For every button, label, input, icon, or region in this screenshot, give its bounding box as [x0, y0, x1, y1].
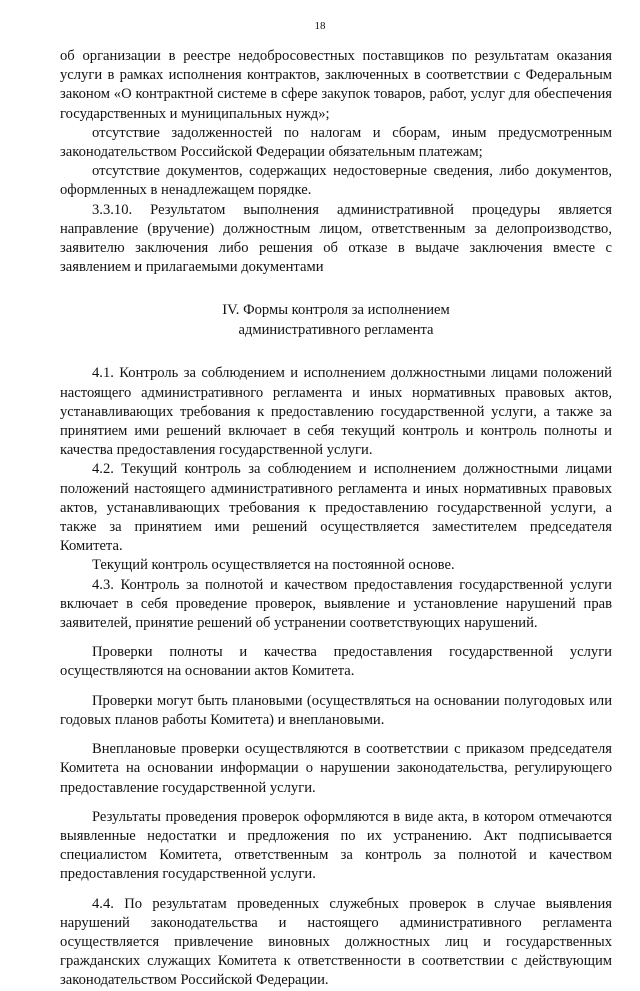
paragraph-check-results: Результаты проведения проверок оформляются в виде акта, в котором отмечаются выявленные недостатки и предложения по их устранению. Акт подписывается специалистом Комитета, ответственным за контроль за полнотой и качеством предоставления государственной услуги.	[60, 808, 612, 883]
section-heading-line1: IV. Формы контроля за исполнением	[222, 302, 450, 319]
paragraph-no-false-documents: отсутствие документов, содержащих недостоверные сведения, либо документов, оформленных в ненадлежащем порядке.	[60, 163, 612, 199]
section-heading	[60, 300, 612, 340]
paragraph-4-3: 4.3. Контроль за полнотой и качеством предоставления государственной услуги включает в себя проведение проверок, выявление и установление нарушений прав заявителей, принятие решений об устранении соответствующих нарушений.	[60, 576, 612, 632]
section-heading-line2: административного регламента	[238, 322, 434, 339]
paragraph-4-1: 4.1. Контроль за соблюдением и исполнением должностными лицами положений настоящего административного регламента и иных нормативных правовых актов, устанавливающих требования к предоставлению государственной услуги, а также за принятием ими решений включает в себя текущий контроль и контроль полноты и качества предоставления государственной услуги.	[60, 365, 612, 459]
paragraph-4-2: 4.2. Текущий контроль за соблюдением и исполнением должностными лицами положений настоящего административного регламента и иных нормативных правовых актов, устанавливающих требования к предоставлению государственной услуги, а также за принятием ими решений осуществляется заместителем председателя Комитета.	[60, 461, 612, 555]
paragraph-3-3-10: 3.3.10. Результатом выполнения административной процедуры является направление (вручение) должностным лицом, ответственным за делопроизводство, заявителю заключения либо решения об отказе в выдаче заключения вместе с заявлением и прилагаемыми документами	[60, 201, 612, 276]
paragraph-checks-basis: Проверки полноты и качества предоставления государственной услуги осуществляются на основании актов Комитета.	[60, 644, 612, 680]
paragraph-4-4: 4.4. По результатам проведенных служебных проверок в случае выявления нарушений законодательства и настоящего административного регламента осуществляется привлечение виновных должностных лиц и государственных гражданских служащих Комитета к ответственности в соответствии с действующим законодательством Российской Федерации.	[60, 895, 612, 989]
page-number: 18	[314, 20, 326, 32]
paragraph-organization-registry: об организации в реестре недобросовестных поставщиков по результатам оказания услуги в рамках исполнения контрактов, заключенных в соответствии с Федеральным законом «О контрактной системе в сфере закупок товаров, работ, услуг для обеспечения государственных и муниципальных нужд»;	[60, 48, 612, 122]
paragraph-unplanned-checks: Внеплановые проверки осуществляются в соответствии с приказом председателя Комитета на основании информации о нарушении законодательства, регулирующего предоставление государственной услуги.	[60, 741, 612, 796]
document-body	[60, 47, 612, 991]
paragraph-no-tax-debts: отсутствие задолженностей по налогам и сборам, иным предусмотренным законодательством Российской Федерации обязательным платежам;	[60, 124, 612, 161]
paragraph-current-control: Текущий контроль осуществляется на постоянной основе.	[92, 557, 455, 574]
paragraph-checks-types: Проверки могут быть плановыми (осуществляться на основании полугодовых или годовых планов работы Комитета) и внеплановыми.	[60, 692, 612, 728]
